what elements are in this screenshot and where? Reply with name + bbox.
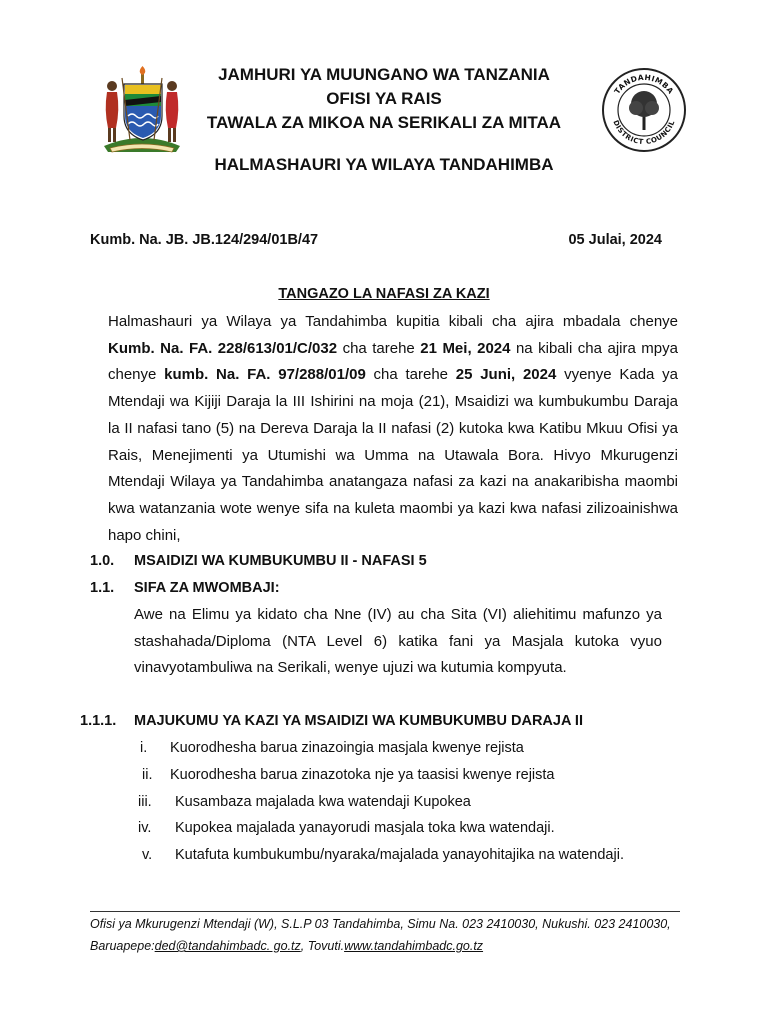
intro-paragraph: Halmashauri ya Wilaya ya Tandahimba kupitia kibali cha ajira mbadala chenye Kumb. Na. FA. 228/613/01/C/032 cha tarehe 21 Mei, 2024 na kibali cha ajira mpya chenye kumb. Na. FA. 97/288/01/09 cha tarehe 25 Juni, 2024 vyenye Kada ya Mtendaji wa Kijiji Daraja la III Ishirini na moja (21), Msaidizi wa kumbukumbu Daraja la II nafasi tano (5) na Dereva Daraja la II nafasi (2) kutoka kwa Katibu Mkuu Ofisi ya Rais, Menejimenti ya Utumishi wa Umma na Utawala Bora. Hivyo Mkurugenzi Mtendaji Wilaya ya Tandahimba anatangaza nafasi za kazi na anakaribisha maombi kwa watanzania wote wenye sifa na kuleta maombi ya kazi kwa nafasi zilizoainishwa hapo chini, (108, 313, 678, 544)
website-link[interactable]: www.tandahimbadc.go.tz (344, 939, 484, 953)
duty-item: ii. Kuorodhesha barua zinazotoka nje ya taasisi kwenye rejista (142, 767, 555, 783)
section-1-1-heading: 1.1. SIFA ZA MWOMBAJI: (90, 580, 280, 596)
duty-item: v. Kutafuta kumbukumbu/nyaraka/majalada yanayohitajika na watendaji. (142, 847, 624, 863)
email-link[interactable]: ded@tandahimbadc. go.tz (154, 939, 301, 953)
announcement-title: TANGAZO LA NAFASI ZA KAZI (278, 286, 490, 302)
header-council: HALMASHAURI YA WILAYA TANDAHIMBA (214, 155, 554, 174)
section-1-1-1-heading: 1.1.1. MAJUKUMU YA KAZI YA MSAIDIZI WA KUMBUKUMBU DARAJA II (80, 713, 583, 729)
duty-item: i. Kuorodhesha barua zinazoingia masjala kwenye rejista (140, 740, 524, 756)
footer-address: Ofisi ya Mkurugenzi Mtendaji (W), S.L.P 03 Tandahimba, Simu Na. 023 2410030, Nukushi. 023 2410030, Baruapepe:ded@tandahimbadc. go.tz, Tovuti.www.tandahimbadc.go.tz (90, 917, 671, 953)
header-ministry: TAWALA ZA MIKOA NA SERIKALI ZA MITAA (206, 113, 562, 132)
header-office: OFISI YA RAIS (326, 89, 442, 108)
footer-divider (90, 911, 680, 912)
reference-date: 05 Julai, 2024 (568, 232, 662, 248)
duty-item: iv. Kupokea majalada yanayorudi masjala toka kwa watendaji. (138, 820, 555, 836)
qualifications-text: Awe na Elimu ya kidato cha Nne (IV) au cha Sita (VI) aliehitimu mafunzo ya stashahada/Diploma (NTA Level 6) katika fani ya Masjala kutoka vyuo vinavyotambuliwa na Serikali, wenye ujuzi wa kutumia kompyuta. (134, 606, 662, 677)
duty-item: iii. Kusambaza majalada kwa watendaji Kupokea (138, 794, 471, 810)
svg-text:DISTRICT COUNCIL: DISTRICT COUNCIL (611, 119, 677, 147)
svg-text:TANDAHIMBA: TANDAHIMBA (612, 72, 676, 96)
section-1-heading: 1.0. MSAIDIZI WA KUMBUKUMBU II - NAFASI 5 (90, 553, 427, 569)
header-country: JAMHURI YA MUUNGANO WA TANZANIA (218, 65, 550, 84)
district-council-seal (600, 66, 688, 154)
reference-number: Kumb. Na. JB. JB.124/294/01B/47 (90, 232, 319, 248)
